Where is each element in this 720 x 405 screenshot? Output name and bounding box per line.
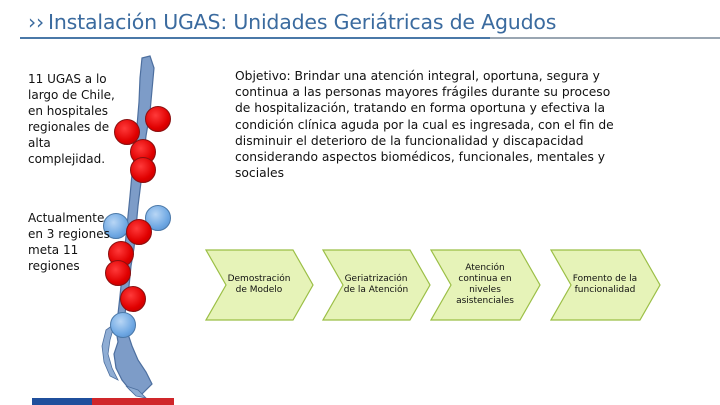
ugas-coverage-note: 11 UGAS a lo largo de Chile, en hospitales regionales de alta complejidad.: [28, 72, 115, 166]
process-step-geriatrizacion: [322, 249, 432, 321]
footer-bar-red: [92, 398, 174, 405]
process-step-label: Fomento de la funcionalidad: [572, 274, 638, 295]
process-step-label: Geriatrización de la Atención: [343, 274, 409, 295]
footer-bar-blue: [32, 398, 92, 405]
process-step-funcionalidad: [550, 249, 662, 321]
ugas-marker-active: [126, 219, 152, 245]
ugas-marker-pending: [110, 312, 136, 338]
page-title: [28, 10, 556, 34]
title-divider-accent: [20, 37, 490, 39]
process-step-label: Atención continua en niveles asistenciales: [456, 263, 514, 306]
objective-text: Objetivo: Brindar una atención integral, oportuna, segura y continua a las personas mayores frágiles durante su proceso de hospitalización, tratando en forma oportuna y efectiva la condición clínica aguda por la cual es ingresada, con el fin de disminuir el deterioro de la funcionalidad y discapacidad considerando aspectos biomédicos, funcionales, mentales y sociales: [235, 69, 614, 181]
process-step-label: Demostración de Modelo: [227, 274, 291, 295]
regions-goal-note: Actualmente en 3 regiones meta 11 regiones: [28, 211, 110, 273]
ugas-marker-active: [130, 157, 156, 183]
ugas-marker-active: [145, 106, 171, 132]
page-title-text: Instalación UGAS: Unidades Geriátricas de Agudos: [48, 10, 557, 34]
process-step-atencion-continua: [430, 249, 542, 321]
ugas-marker-active: [120, 286, 146, 312]
process-step-demostracion: [205, 249, 315, 321]
chevron-right-icon: ››: [28, 10, 44, 34]
